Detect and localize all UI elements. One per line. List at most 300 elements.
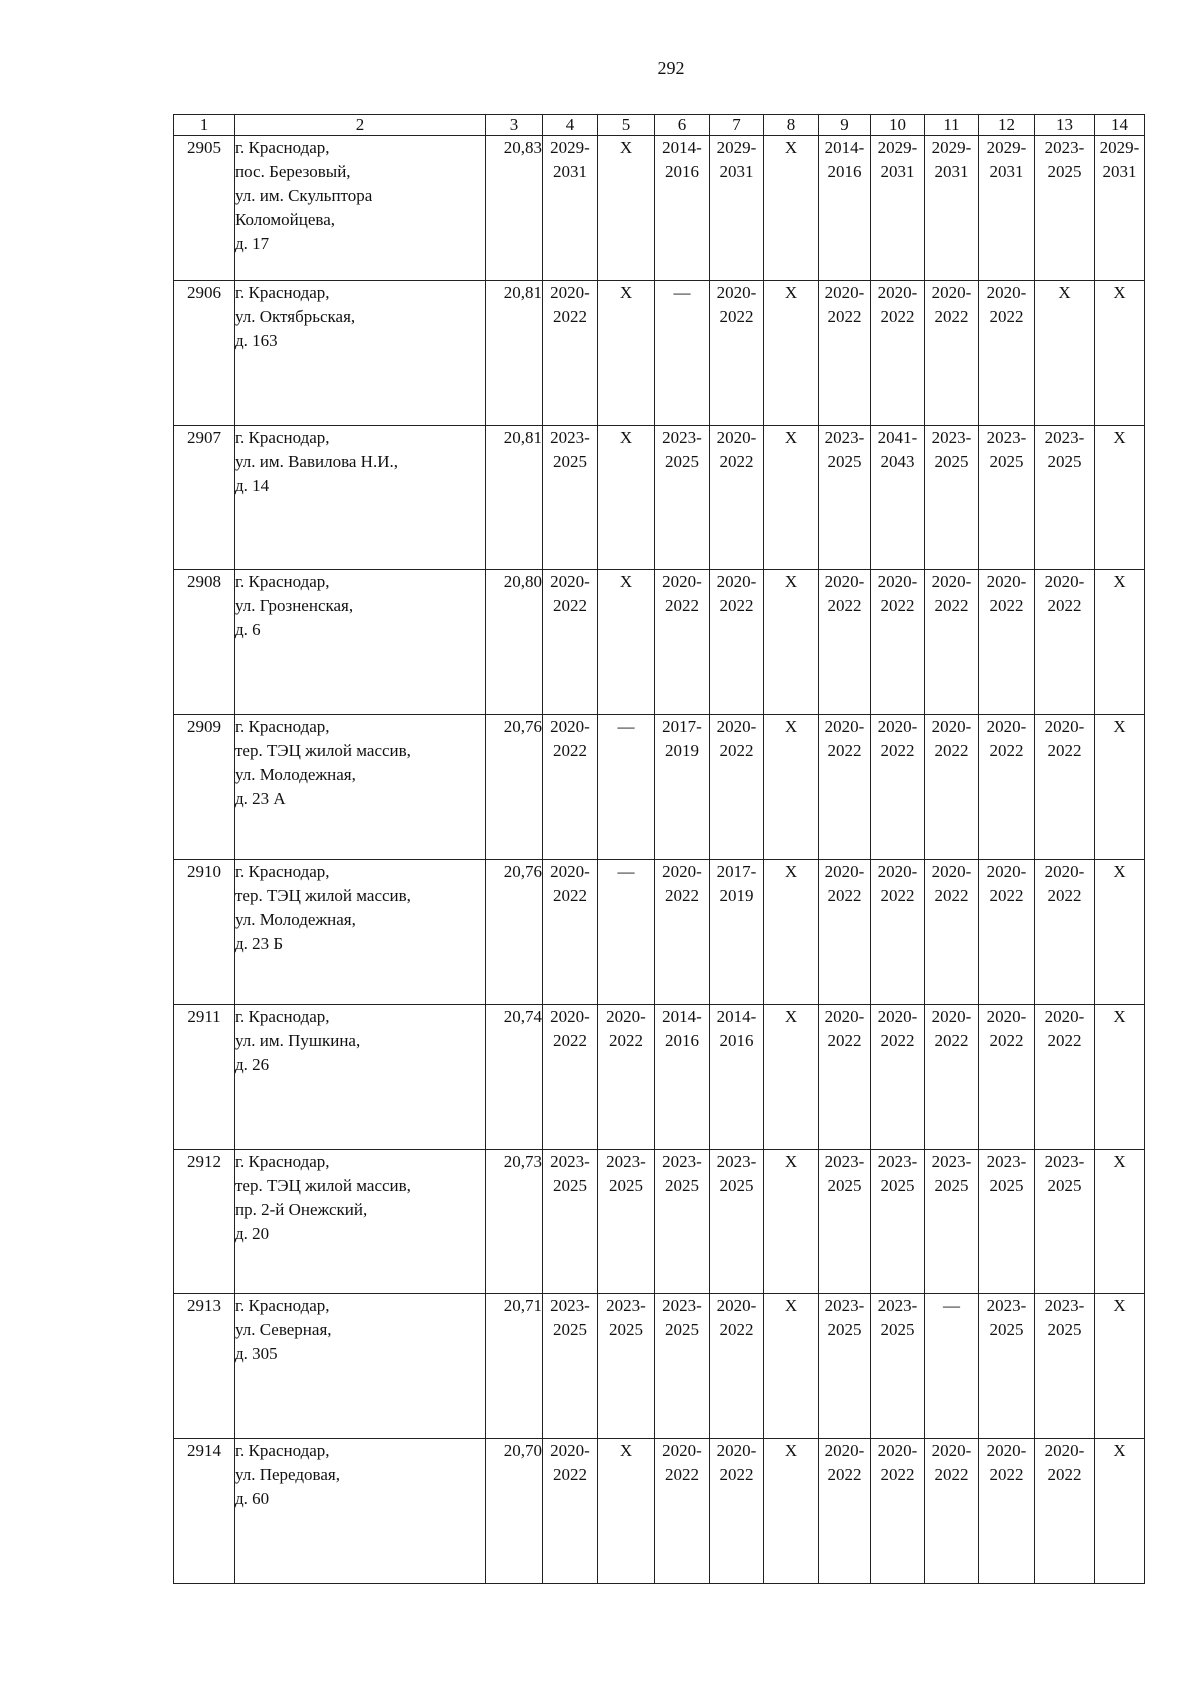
address-line: г. Краснодар, <box>235 427 330 447</box>
period-line: X <box>784 717 798 737</box>
address-line: пр. 2-й Онежский, <box>235 1199 368 1219</box>
period-line: 2029- <box>931 138 972 158</box>
period-line: 2029- <box>716 138 757 158</box>
period-cell <box>543 136 598 281</box>
score-cell: 20,81 <box>486 425 543 570</box>
address-line: д. 23 Б <box>235 934 284 954</box>
period-cell <box>710 280 764 425</box>
period-line: 2022 <box>934 1465 969 1485</box>
address-cell <box>235 1294 486 1439</box>
period-cell <box>871 1004 925 1149</box>
period-line: 2020- <box>986 717 1027 737</box>
period-line: X <box>784 572 798 592</box>
period-cell <box>979 1004 1035 1149</box>
period-cell <box>598 425 655 570</box>
period-line: X <box>1113 717 1126 737</box>
address-cell <box>235 1149 486 1294</box>
column-header: 7 <box>710 115 764 136</box>
period-cell <box>1095 1439 1145 1584</box>
period-line: 2020- <box>662 862 702 882</box>
period-cell <box>710 1004 764 1149</box>
period-cell <box>1035 136 1095 281</box>
period-cell <box>655 1439 710 1584</box>
period-line: 2041- <box>877 427 918 447</box>
period-line: 2020- <box>606 1006 646 1026</box>
period-line: 2022 <box>880 1465 915 1485</box>
period-line: 2023- <box>606 1296 646 1316</box>
period-line: 2025 <box>719 1175 754 1195</box>
period-line: 2020- <box>877 572 918 592</box>
period-cell <box>925 1294 979 1439</box>
table-row <box>174 136 1145 281</box>
period-line: 2023- <box>662 427 702 447</box>
period-cell <box>655 860 710 1005</box>
period-line: 2022 <box>880 886 915 906</box>
period-line: 2023- <box>1044 1296 1085 1316</box>
address-line: ул. им. Скульптора <box>235 186 373 206</box>
period-line: 2023- <box>550 1151 590 1171</box>
address-line: г. Краснодар, <box>235 862 330 882</box>
column-header: 4 <box>543 115 598 136</box>
period-cell <box>543 425 598 570</box>
address-cell <box>235 280 486 425</box>
score-cell: 20,70 <box>486 1439 543 1584</box>
period-line: 2020- <box>716 282 757 302</box>
period-line: 2025 <box>934 451 969 471</box>
period-line: 2031 <box>880 162 915 182</box>
period-line: 2020- <box>877 717 918 737</box>
address-line: д. 23 А <box>235 789 286 809</box>
period-line: 2022 <box>1047 1030 1082 1050</box>
column-header: 12 <box>979 115 1035 136</box>
column-header: 11 <box>925 115 979 136</box>
period-cell <box>925 860 979 1005</box>
period-line: X <box>1113 1006 1126 1026</box>
score-cell: 20,81 <box>486 280 543 425</box>
period-line: 2020- <box>877 1006 918 1026</box>
period-cell <box>1095 860 1145 1005</box>
row-number: 2906 <box>174 280 235 425</box>
period-line: 2020- <box>877 282 918 302</box>
period-line: 2020- <box>716 572 757 592</box>
period-cell <box>655 1004 710 1149</box>
period-line: 2016 <box>665 1030 699 1050</box>
period-line: 2029- <box>986 138 1027 158</box>
period-line: X <box>1113 572 1126 592</box>
period-line: 2022 <box>827 596 862 616</box>
period-line: 2025 <box>880 1175 915 1195</box>
period-line: 2020- <box>824 1441 865 1461</box>
period-cell <box>819 280 871 425</box>
score-cell: 20,74 <box>486 1004 543 1149</box>
period-cell <box>655 1294 710 1439</box>
period-line: X <box>784 1151 798 1171</box>
period-cell <box>925 570 979 715</box>
period-line: 2020- <box>550 717 590 737</box>
period-line: 2022 <box>827 1465 862 1485</box>
period-cell <box>710 860 764 1005</box>
period-line: X <box>1113 427 1126 447</box>
table-row <box>174 280 1145 425</box>
period-line: 2014- <box>662 1006 702 1026</box>
period-line: 2023- <box>986 1296 1027 1316</box>
period-line: 2025 <box>880 1320 915 1340</box>
address-line: д. 6 <box>235 620 261 640</box>
table-row <box>174 425 1145 570</box>
score-cell: 20,76 <box>486 715 543 860</box>
period-line: 2031 <box>934 162 969 182</box>
period-line: 2025 <box>1047 1320 1082 1340</box>
period-cell <box>764 1004 819 1149</box>
period-line: 2031 <box>719 162 754 182</box>
period-line: 2022 <box>719 306 754 326</box>
column-header: 3 <box>486 115 543 136</box>
period-cell <box>543 1149 598 1294</box>
period-line: 2023- <box>824 1151 865 1171</box>
period-cell <box>1095 280 1145 425</box>
period-line: 2023- <box>931 1151 972 1171</box>
period-line: 2022 <box>553 306 587 326</box>
period-cell <box>598 1439 655 1584</box>
period-line: X <box>619 282 633 302</box>
period-cell <box>764 280 819 425</box>
period-line: — <box>943 1296 960 1316</box>
period-cell <box>925 280 979 425</box>
period-cell <box>925 1004 979 1149</box>
period-cell <box>871 860 925 1005</box>
period-line: 2020- <box>550 572 590 592</box>
period-cell <box>1035 1004 1095 1149</box>
period-line: 2023- <box>1044 427 1085 447</box>
period-cell <box>764 136 819 281</box>
period-cell <box>710 570 764 715</box>
period-line: 2023- <box>716 1151 757 1171</box>
period-cell <box>819 1149 871 1294</box>
period-line: 2023- <box>824 427 865 447</box>
period-line: X <box>784 1006 798 1026</box>
period-line: 2017- <box>662 717 702 737</box>
address-line: тер. ТЭЦ жилой массив, <box>235 1175 411 1195</box>
period-line: 2022 <box>719 451 754 471</box>
period-line: 2020- <box>931 572 972 592</box>
period-line: 2022 <box>553 596 587 616</box>
period-cell <box>764 1294 819 1439</box>
period-line: 2022 <box>989 596 1024 616</box>
period-line: 2014- <box>824 138 865 158</box>
period-line: 2020- <box>824 862 865 882</box>
column-header: 9 <box>819 115 871 136</box>
address-cell <box>235 570 486 715</box>
period-line: 2022 <box>880 596 915 616</box>
period-cell <box>871 136 925 281</box>
period-cell <box>925 136 979 281</box>
table-row <box>174 860 1145 1005</box>
period-line: 2020- <box>1044 1441 1085 1461</box>
period-line: 2020- <box>877 1441 918 1461</box>
period-line: 2023- <box>1044 1151 1085 1171</box>
period-line: 2031 <box>1102 162 1137 182</box>
address-line: ул. им. Вавилова Н.И., <box>235 451 398 471</box>
period-line: 2020- <box>931 1441 972 1461</box>
period-cell <box>979 570 1035 715</box>
period-line: 2023- <box>550 427 590 447</box>
address-line: д. 305 <box>235 1344 278 1364</box>
period-line: 2020- <box>550 1006 590 1026</box>
address-line: г. Краснодар, <box>235 717 330 737</box>
period-cell <box>710 1149 764 1294</box>
period-line: 2020- <box>1044 717 1085 737</box>
period-line: 2029- <box>877 138 918 158</box>
period-cell <box>819 1004 871 1149</box>
period-cell <box>655 280 710 425</box>
period-line: 2020- <box>716 427 757 447</box>
column-header: 2 <box>235 115 486 136</box>
period-line: 2023- <box>877 1151 918 1171</box>
period-line: 2022 <box>989 1030 1024 1050</box>
period-line: 2022 <box>827 886 862 906</box>
period-line: 2022 <box>553 1465 587 1485</box>
period-line: 2023- <box>606 1151 646 1171</box>
period-line: 2022 <box>719 596 754 616</box>
period-line: 2025 <box>609 1320 643 1340</box>
address-line: д. 26 <box>235 1054 270 1074</box>
period-line: X <box>619 1441 633 1461</box>
period-line: 2023- <box>986 1151 1027 1171</box>
period-line: 2020- <box>877 862 918 882</box>
period-line: X <box>784 862 798 882</box>
period-line: X <box>619 572 633 592</box>
period-line: 2022 <box>934 306 969 326</box>
address-line: тер. ТЭЦ жилой массив, <box>235 741 411 761</box>
period-line: 2025 <box>665 1320 699 1340</box>
address-cell <box>235 1004 486 1149</box>
period-line: 2020- <box>1044 572 1085 592</box>
period-line: 2025 <box>665 451 699 471</box>
period-line: 2020- <box>824 1006 865 1026</box>
table-row <box>174 1439 1145 1584</box>
row-number: 2907 <box>174 425 235 570</box>
address-line: д. 163 <box>235 330 278 350</box>
address-line: тер. ТЭЦ жилой массив, <box>235 886 411 906</box>
period-line: 2022 <box>934 886 969 906</box>
period-cell <box>598 280 655 425</box>
period-line: X <box>1113 1296 1126 1316</box>
period-cell <box>543 860 598 1005</box>
score-cell: 20,71 <box>486 1294 543 1439</box>
address-cell <box>235 860 486 1005</box>
period-cell <box>819 136 871 281</box>
period-line: 2020- <box>662 572 702 592</box>
period-line: 2025 <box>1047 451 1082 471</box>
address-cell <box>235 715 486 860</box>
period-cell <box>543 715 598 860</box>
period-cell <box>871 425 925 570</box>
period-cell <box>819 715 871 860</box>
period-line: 2020- <box>1044 1006 1085 1026</box>
period-line: 2022 <box>665 886 699 906</box>
period-cell <box>819 860 871 1005</box>
period-cell <box>764 1439 819 1584</box>
period-line: 2022 <box>1047 886 1082 906</box>
period-line: 2020- <box>986 572 1027 592</box>
address-line: пос. Березовый, <box>235 162 351 182</box>
period-cell <box>871 1439 925 1584</box>
period-line: — <box>617 862 635 882</box>
column-number-header <box>174 115 1145 136</box>
period-line: 2020- <box>662 1441 702 1461</box>
period-cell <box>710 1439 764 1584</box>
address-line: г. Краснодар, <box>235 572 330 592</box>
period-line: X <box>1113 862 1126 882</box>
period-cell <box>925 1149 979 1294</box>
period-line: X <box>1113 1151 1126 1171</box>
period-line: 2022 <box>989 741 1024 761</box>
period-cell <box>1035 1439 1095 1584</box>
column-header: 13 <box>1035 115 1095 136</box>
period-line: 2025 <box>827 451 862 471</box>
period-line: 2020- <box>931 282 972 302</box>
table-row <box>174 1294 1145 1439</box>
period-line: 2022 <box>934 596 969 616</box>
period-line: 2020- <box>986 862 1027 882</box>
table-row <box>174 715 1145 860</box>
period-line: 2025 <box>827 1320 862 1340</box>
period-cell <box>819 570 871 715</box>
period-line: 2020- <box>931 1006 972 1026</box>
period-line: 2017- <box>716 862 757 882</box>
period-line: 2022 <box>665 1465 699 1485</box>
period-line: 2022 <box>880 306 915 326</box>
period-line: 2020- <box>986 1441 1027 1461</box>
period-line: 2020- <box>824 717 865 737</box>
column-header: 1 <box>174 115 235 136</box>
period-cell <box>925 425 979 570</box>
address-line: ул. Грозненская, <box>235 596 354 616</box>
period-line: 2022 <box>609 1030 643 1050</box>
period-line: 2022 <box>989 1465 1024 1485</box>
period-line: 2022 <box>880 741 915 761</box>
period-line: 2025 <box>1047 162 1082 182</box>
period-line: 2022 <box>1047 741 1082 761</box>
address-line: ул. Молодежная, <box>235 910 356 930</box>
column-header: 6 <box>655 115 710 136</box>
period-cell <box>1095 1004 1145 1149</box>
period-cell <box>819 425 871 570</box>
period-line: 2022 <box>553 1030 587 1050</box>
address-line: Коломойцева, <box>235 210 336 230</box>
row-number: 2910 <box>174 860 235 1005</box>
period-line: 2025 <box>1047 1175 1082 1195</box>
period-line: 2016 <box>719 1030 754 1050</box>
row-number: 2913 <box>174 1294 235 1439</box>
period-line: 2025 <box>553 1320 587 1340</box>
row-number: 2908 <box>174 570 235 715</box>
period-line: X <box>784 1441 798 1461</box>
period-line: 2020- <box>986 1006 1027 1026</box>
table-row <box>174 1004 1145 1149</box>
period-cell <box>598 136 655 281</box>
period-cell <box>1095 425 1145 570</box>
period-cell <box>655 715 710 860</box>
column-header: 8 <box>764 115 819 136</box>
period-line: 2022 <box>665 596 699 616</box>
period-line: 2022 <box>934 741 969 761</box>
period-cell <box>1095 136 1145 281</box>
period-line: 2025 <box>989 1320 1024 1340</box>
score-cell: 20,83 <box>486 136 543 281</box>
period-line: 2025 <box>827 1175 862 1195</box>
period-line: 2022 <box>553 886 587 906</box>
period-cell <box>979 280 1035 425</box>
period-cell <box>871 570 925 715</box>
period-line: 2020- <box>1044 862 1085 882</box>
address-line: д. 17 <box>235 234 270 254</box>
address-line: ул. Передовая, <box>235 1465 340 1485</box>
row-number: 2909 <box>174 715 235 860</box>
period-cell <box>598 1004 655 1149</box>
period-cell <box>764 860 819 1005</box>
period-line: 2014- <box>662 138 702 158</box>
period-line: 2022 <box>553 741 587 761</box>
period-cell <box>1095 1294 1145 1439</box>
period-cell <box>598 570 655 715</box>
page-number: 292 <box>657 58 685 78</box>
period-cell <box>1095 1149 1145 1294</box>
period-line: 2025 <box>989 1175 1024 1195</box>
period-line: 2023- <box>550 1296 590 1316</box>
period-line: 2022 <box>989 306 1024 326</box>
address-line: г. Краснодар, <box>235 1441 330 1461</box>
period-cell <box>979 425 1035 570</box>
period-line: 2020- <box>550 282 590 302</box>
period-line: 2022 <box>989 886 1024 906</box>
period-cell <box>1035 425 1095 570</box>
period-line: — <box>673 282 691 302</box>
period-cell <box>764 570 819 715</box>
period-line: 2020- <box>986 282 1027 302</box>
period-cell <box>1035 1294 1095 1439</box>
period-line: 2022 <box>719 1465 754 1485</box>
address-cell <box>235 136 486 281</box>
period-cell <box>1095 715 1145 860</box>
period-cell <box>598 1294 655 1439</box>
address-line: ул. Октябрьская, <box>235 306 356 326</box>
period-line: 2025 <box>609 1175 643 1195</box>
period-cell <box>1035 860 1095 1005</box>
period-line: 2014- <box>716 1006 757 1026</box>
period-cell <box>598 715 655 860</box>
period-line: 2020- <box>931 862 972 882</box>
period-line: 2019 <box>719 886 754 906</box>
period-line: 2022 <box>934 1030 969 1050</box>
period-cell <box>1035 570 1095 715</box>
period-cell <box>655 136 710 281</box>
address-cell <box>235 1439 486 1584</box>
repair-schedule-table <box>173 114 1145 1584</box>
table-row <box>174 1149 1145 1294</box>
period-line: 2025 <box>665 1175 699 1195</box>
period-cell <box>764 715 819 860</box>
period-line: 2020- <box>550 1441 590 1461</box>
period-cell <box>979 1294 1035 1439</box>
period-cell <box>710 1294 764 1439</box>
period-line: 2025 <box>989 451 1024 471</box>
period-line: 2023- <box>931 427 972 447</box>
period-line: 2020- <box>931 717 972 737</box>
period-cell <box>710 715 764 860</box>
address-line: д. 60 <box>235 1489 270 1509</box>
period-cell <box>871 1294 925 1439</box>
